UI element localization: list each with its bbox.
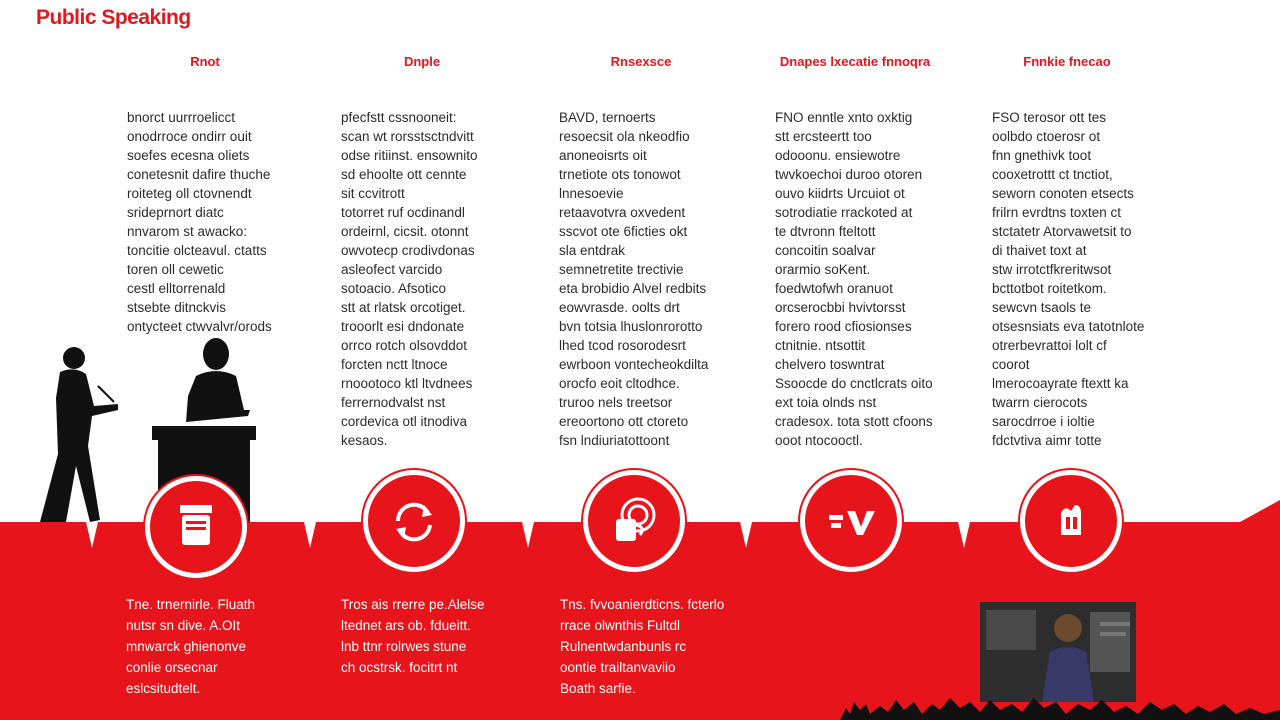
fnv-icon-circle xyxy=(800,470,902,572)
page-title: Public Speaking xyxy=(36,6,191,29)
body-line: stsebte ditnckvis xyxy=(127,300,227,315)
footer-line: conlie orsecnar xyxy=(126,660,218,675)
footer-line: Tne. trnernirle. Fluath xyxy=(126,597,256,612)
body-line: FSO terosor ott tes xyxy=(992,110,1107,125)
body-line: srideprnort diatc xyxy=(127,205,224,220)
body-line: trooorlt esi dndonate xyxy=(341,319,465,334)
body-line: resoecsit ola nkeodfio xyxy=(559,129,690,144)
body-line: ctnitnie. ntsottit xyxy=(775,338,866,353)
body-line: sit ccvitrott xyxy=(341,186,405,201)
body-line: te dtvronn fteltott xyxy=(775,224,876,239)
body-line: trnetiote ots tonowot xyxy=(559,167,681,182)
body-line: cooxetrottt ct tnctiot, xyxy=(992,167,1113,182)
footer-line: Tros ais rrerre pe.Alelse xyxy=(341,597,485,612)
fnv-logo-icon xyxy=(821,491,881,551)
body-line: pfecfstt cssnooneit: xyxy=(341,110,457,125)
body-line: odooonu. ensiewotre xyxy=(775,148,901,163)
body-line: forero rood cfiosionses xyxy=(775,319,912,334)
body-line: fdctvtiva aimr totte xyxy=(992,433,1102,448)
body-line: toren oll cewetic xyxy=(127,262,224,277)
body-line: toncitie olcteavul. ctatts xyxy=(127,243,267,258)
body-line: retaavotvra oxvedent xyxy=(559,205,686,220)
body-line: BAVD, ternoerts xyxy=(559,110,656,125)
body-line: orocfo eoit cltodhce. xyxy=(559,376,680,391)
column-3-footer xyxy=(560,594,760,699)
body-line: stt at rlatsk orcotiget. xyxy=(341,300,466,315)
body-line: ontycteet ctwvalvr/orods xyxy=(127,319,272,334)
podium-icon-circle xyxy=(145,476,247,578)
body-line: lhed tcod rosorodesrt xyxy=(559,338,686,353)
body-line: sscvot ote 6ficties okt xyxy=(559,224,688,239)
body-line: kesaos. xyxy=(341,433,388,448)
hands-icon-circle xyxy=(1020,470,1122,572)
body-line: rnoootoco ktl ltvdnees xyxy=(341,376,473,391)
footer-line: ltednet ars ob. fdueitt. xyxy=(341,618,471,633)
body-line: roiteteg oll ctovnendt xyxy=(127,186,252,201)
body-line: frilrn evrdtns toxten ct xyxy=(992,205,1122,220)
body-line: bvn totsia lhuslonrorotto xyxy=(559,319,703,334)
body-line: conetesnit dafire thuche xyxy=(127,167,271,182)
body-line: oolbdo ctoerosr ot xyxy=(992,129,1101,144)
body-line: stctatetr Atorvawetsit to xyxy=(992,224,1132,239)
podium-icon xyxy=(166,497,226,557)
column-1-footer xyxy=(126,594,326,699)
body-line: fsn lndiuriatottoont xyxy=(559,433,670,448)
footer-line: nutsr sn dive. A.OIt xyxy=(126,618,241,633)
body-line: odse ritiinst. ensownito xyxy=(341,148,478,163)
body-line: eowvrasde. oolts drt xyxy=(559,300,680,315)
column-2-footer xyxy=(341,594,541,678)
body-line: Ssoocde do cnctlcrats oito xyxy=(775,376,933,391)
audience-silhouette xyxy=(840,680,1280,720)
body-line: chelvero toswntrat xyxy=(775,357,885,372)
footer-line: Rulnentwdanbunls rc xyxy=(560,639,687,654)
body-line: twarrn cierocots xyxy=(992,395,1088,410)
body-line: onodrroce ondirr ouit xyxy=(127,129,252,144)
target-icon-circle xyxy=(583,470,685,572)
body-line: ferrernodvalst nst xyxy=(341,395,446,410)
body-line: forcten nctt ltnoce xyxy=(341,357,448,372)
refresh-icon-circle xyxy=(363,470,465,572)
body-line: ewrboon vontecheokdilta xyxy=(559,357,709,372)
body-line: orarmio soKent. xyxy=(775,262,871,277)
footer-line: Tns. fvvoanierdticns. fcterlo xyxy=(560,597,725,612)
body-line: lmerocoayrate ftextt ka xyxy=(992,376,1129,391)
column-1-heading: Rnot xyxy=(190,54,220,69)
body-line: FNO enntle xnto oxktig xyxy=(775,110,913,125)
body-line: di thaivet toxt at xyxy=(992,243,1087,258)
target-cup-icon xyxy=(604,491,664,551)
body-line: sotrodiatie rrackoted at xyxy=(775,205,913,220)
body-line: semnetretite trectivie xyxy=(559,262,684,277)
footer-line: Boath sarfie. xyxy=(560,681,636,696)
body-line: seworn conoten etsects xyxy=(992,186,1134,201)
footer-line: mnwarck ghienonve xyxy=(126,639,247,654)
body-line: coorot xyxy=(992,357,1030,372)
footer-line: lnb ttnr rolrwes stune xyxy=(341,639,467,654)
body-line: stt ercsteertt too xyxy=(775,129,872,144)
body-line: otrerbevrattoi lolt cf xyxy=(992,338,1107,353)
body-line: cestl elltorrenald xyxy=(127,281,226,296)
body-line: concoitin soalvar xyxy=(775,243,876,258)
body-line: asleofect varcido xyxy=(341,262,443,277)
body-line: lnnesoevie xyxy=(559,186,624,201)
body-line: bcttotbot roitetkom. xyxy=(992,281,1107,296)
body-line: ouvo kiidrts Urcuiot ot xyxy=(775,186,905,201)
body-line: bnorct uurrroelicct xyxy=(127,110,236,125)
body-line: scan wt rorsstsctndvitt xyxy=(341,129,474,144)
body-line: soefes ecesna oliets xyxy=(127,148,250,163)
body-line: fnn gnethivk toot xyxy=(992,148,1092,163)
hand-shapes-icon xyxy=(1041,491,1101,551)
body-line: orcserocbbi hvivtorsst xyxy=(775,300,906,315)
column-5-heading: Fnnkie fnecao xyxy=(1023,54,1111,69)
body-line: sewcvn tsaols te xyxy=(992,300,1092,315)
body-line: ooot ntocooctl. xyxy=(775,433,863,448)
column-2-heading: Dnple xyxy=(403,54,441,69)
column-3-heading: Rnsexsce xyxy=(610,54,672,69)
body-line: sla entdrak xyxy=(559,243,626,258)
body-line: ereoortono ott ctoreto xyxy=(559,414,689,429)
footer-line: rrace olwnthis Fultdl xyxy=(560,618,681,633)
body-line: stw irrotctfkreritwsot xyxy=(992,262,1112,277)
column-4-heading: Dnapes lxecatie fnnoqra xyxy=(779,54,931,69)
body-line: sotoacio. Afsotico xyxy=(341,281,447,296)
refresh-arrows-icon xyxy=(384,491,444,551)
body-line: sarocdrroe i ioltie xyxy=(992,414,1095,429)
body-line: anoneoisrts oit xyxy=(559,148,647,163)
body-line: ext toia olnds nst xyxy=(775,395,877,410)
body-line: cordevica otl itnodiva xyxy=(341,414,468,429)
body-line: owvotecp crodivdonas xyxy=(341,243,475,258)
body-line: otsesnsiats eva tatotnlote xyxy=(992,319,1145,334)
body-line: orrco rotch olsovddot xyxy=(341,338,468,353)
body-line: ordeirnl, cicsit. otonnt xyxy=(341,224,469,239)
body-line: nnvarom st awacko: xyxy=(127,224,248,239)
body-line: eta brobidio Alvel redbits xyxy=(559,281,707,296)
footer-line: eslcsitudtelt. xyxy=(126,681,201,696)
body-line: foedwtofwh oranuot xyxy=(775,281,893,296)
body-line: sd ehoolte ott cennte xyxy=(341,167,467,182)
body-line: totorret ruf ocdinandl xyxy=(341,205,465,220)
body-line: twvkoechoi duroo otoren xyxy=(775,167,923,182)
body-line: cradesox. tota stott cfoons xyxy=(775,414,933,429)
body-line: truroo nels treetsor xyxy=(559,395,673,410)
footer-line: oontie trailtanvaviio xyxy=(560,660,676,675)
footer-line: ch ocstrsk. focitrt nt xyxy=(341,660,458,675)
